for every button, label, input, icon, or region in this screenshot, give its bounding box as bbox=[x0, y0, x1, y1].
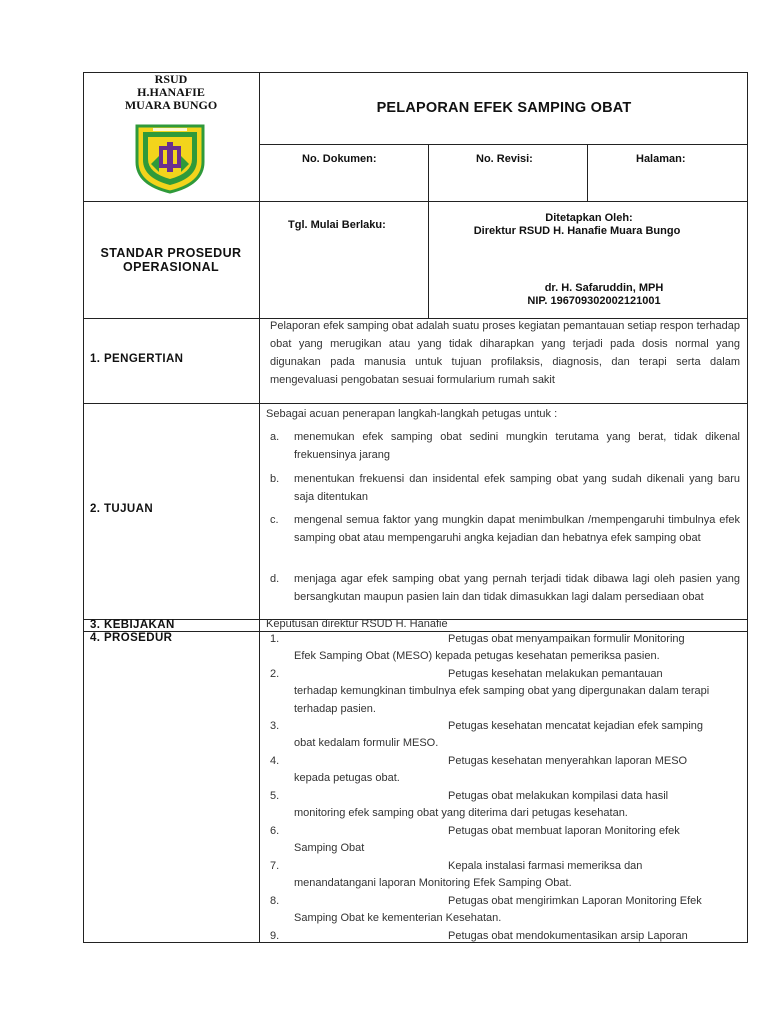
spo-line-1: STANDAR PROSEDUR bbox=[100, 246, 242, 260]
no-revisi-label: No. Revisi: bbox=[476, 153, 533, 165]
org-name bbox=[84, 73, 258, 112]
org-line-3: MUARA BUNGO bbox=[124, 98, 218, 112]
tujuan-item-text: mengenal semua faktor yang mungkin dapat menimbulkan /mempengaruhi timbulnya efek samping obat atau mempengaruhi angka kejadian dan hebatnya efek samping obat bbox=[294, 514, 740, 544]
step-number: 3. bbox=[270, 720, 280, 732]
hospital-logo-icon bbox=[133, 120, 207, 194]
pengertian-label: 1. PENGERTIAN bbox=[90, 353, 184, 365]
step-text-line2: Samping Obat bbox=[294, 842, 365, 854]
step-number: 9. bbox=[270, 930, 280, 942]
org-line-2: H.HANAFIE bbox=[137, 85, 205, 99]
border-left bbox=[83, 72, 84, 943]
step-text-line1: Petugas kesehatan menyerahkan laporan MESO bbox=[448, 755, 688, 767]
tujuan-item-text: menemukan efek samping obat sedini mungkin terutama yang berat, tidak dikenal frekuensinya jarang bbox=[294, 431, 740, 461]
kebijakan-label: 3. KEBIJAKAN bbox=[90, 619, 175, 631]
row-line-title bbox=[259, 144, 748, 145]
step-number: 8. bbox=[270, 895, 280, 907]
step-text-line2: menandatangani laporan Monitoring Efek Samping Obat. bbox=[294, 877, 572, 889]
step-text-line2: monitoring efek samping obat yang diterima dari petugas kesehatan. bbox=[294, 807, 628, 819]
tujuan-item-b bbox=[270, 470, 740, 506]
cell-divider-revisi bbox=[587, 144, 588, 201]
tujuan-item-text: menentukan frekuensi dan insidental efek samping obat yang sudah dikenali yang baru saja ditentukan bbox=[294, 473, 740, 503]
step-text-line2: obat kedalam formulir MESO. bbox=[294, 737, 439, 749]
ditetapkan-block bbox=[430, 212, 748, 238]
pengertian-text: Pelaporan efek samping obat adalah suatu proses kegiatan pemantauan setiap respon terhadap obat yang merugikan atau yang tidak diharapkan yang terjadi pada dosis normal yang digunakan pada manusia untuk tujuan profilaksis, diagnosis, dan terapi serta dalam mengevaluasi pengobatan sesuai formularium rumah sakit bbox=[270, 320, 740, 386]
tujuan-item-marker: c. bbox=[270, 514, 279, 526]
step-text-line1: Petugas obat membuat laporan Monitoring efek bbox=[448, 825, 680, 837]
step-text-line1: Kepala instalasi farmasi memeriksa dan bbox=[448, 860, 643, 872]
step-number: 2. bbox=[270, 668, 280, 680]
prosedur-label: 4. PROSEDUR bbox=[90, 632, 173, 644]
step-number: 7. bbox=[270, 860, 280, 872]
signer-nip: NIP. 196709302002121001 bbox=[527, 295, 661, 307]
step-text-line2: Efek Samping Obat (MESO) kepada petugas kesehatan pemeriksa pasien. bbox=[294, 650, 660, 662]
step-text-line1: Petugas obat mendokumentasikan arsip Laporan bbox=[448, 930, 688, 942]
tujuan-label: 2. TUJUAN bbox=[90, 503, 154, 515]
border-right bbox=[747, 72, 748, 943]
signer-block bbox=[430, 282, 748, 308]
step-number: 4. bbox=[270, 755, 280, 767]
tujuan-item-d bbox=[270, 570, 740, 606]
no-dokumen-label: No. Dokumen: bbox=[302, 153, 377, 165]
tujuan-item-marker: b. bbox=[270, 473, 280, 485]
org-line-1: RSUD bbox=[154, 72, 188, 86]
tujuan-item-text: menjaga agar efek samping obat yang pernah terjadi tidak dibawa lagi oleh pasien yang bersangkutan maupun pasien lain dan tidak dimasukkan lagi dalam persediaan obat bbox=[294, 573, 740, 603]
step-text-line1: Petugas obat melakukan kompilasi data hasil bbox=[448, 790, 669, 802]
step-number: 5. bbox=[270, 790, 280, 802]
step-text-line1: Petugas obat mengirimkan Laporan Monitoring Efek bbox=[448, 895, 702, 907]
tujuan-item-c bbox=[270, 511, 740, 547]
row-line-pengertian bbox=[83, 403, 748, 404]
row-line-header bbox=[83, 201, 748, 202]
step-text-line2: kepada petugas obat. bbox=[294, 772, 400, 784]
tgl-mulai-label: Tgl. Mulai Berlaku: bbox=[288, 219, 386, 231]
column-divider bbox=[259, 72, 260, 943]
spo-title bbox=[84, 246, 258, 274]
step-text-line2: Samping Obat ke kementerian Kesehatan. bbox=[294, 912, 502, 924]
step-text-line2: terhadap kemungkinan timbulnya efek samping obat yang dipergunakan dalam terapi terhadap pasien. bbox=[294, 685, 710, 715]
step-number: 1. bbox=[270, 633, 280, 645]
ditetapkan-label: Ditetapkan Oleh: bbox=[545, 212, 633, 224]
tujuan-item-marker: d. bbox=[270, 573, 280, 585]
step-text-line1: Petugas obat menyampaikan formulir Monitoring bbox=[448, 633, 685, 645]
step-text-line1: Petugas kesehatan melakukan pemantauan bbox=[448, 668, 663, 680]
step-text-line1: Petugas kesehatan mencatat kejadian efek samping bbox=[448, 720, 703, 732]
ditetapkan-director: Direktur RSUD H. Hanafie Muara Bungo bbox=[473, 225, 681, 237]
signer-name: dr. H. Safaruddin, MPH bbox=[544, 282, 664, 294]
halaman-label: Halaman: bbox=[636, 153, 686, 165]
document-title: PELAPORAN EFEK SAMPING OBAT bbox=[376, 100, 632, 116]
spo-line-2: OPERASIONAL bbox=[122, 260, 220, 274]
tujuan-item-a bbox=[270, 428, 740, 464]
kebijakan-text: Keputusan direktur RSUD H. Hanafie bbox=[266, 618, 448, 630]
tujuan-intro: Sebagai acuan penerapan langkah-langkah petugas untuk : bbox=[266, 408, 558, 420]
step-number: 6. bbox=[270, 825, 280, 837]
tujuan-item-marker: a. bbox=[270, 431, 280, 443]
